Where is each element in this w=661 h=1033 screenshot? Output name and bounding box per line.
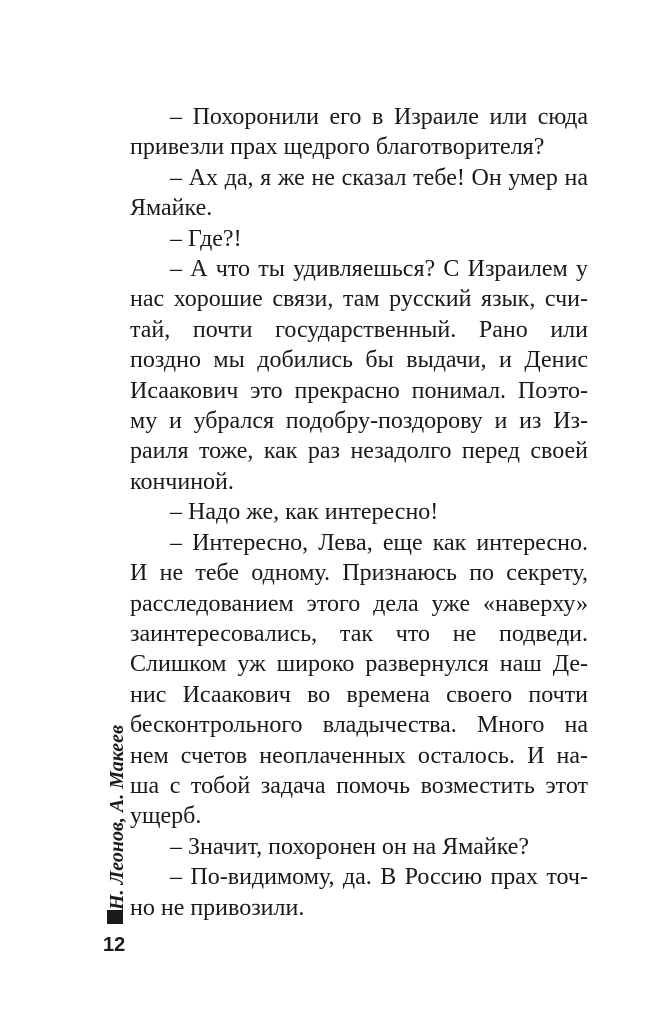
- text-line: нас хорошие связи, там русский язык, счи-: [130, 286, 588, 313]
- text-line: И не тебе одному. Признаюсь по секрету,: [130, 560, 588, 587]
- page-marker-square: [107, 910, 123, 924]
- text-line: раиля тоже, как раз незадолго перед своей: [130, 438, 588, 465]
- text-line: ущерб.: [130, 803, 202, 830]
- text-line: привезли прах щедрого благотворителя?: [130, 134, 545, 161]
- text-line: но не привозили.: [130, 894, 305, 921]
- running-head-authors: Н. Леонов, А. Макеев: [106, 725, 128, 910]
- text-line: – А что ты удивляешься? С Израилем у: [170, 256, 588, 283]
- text-line: заинтересовались, так что не подведи.: [130, 620, 588, 647]
- text-line: расследованием этого дела уже «наверху»: [130, 590, 588, 617]
- text-line: Слишком уж широко развернулся наш Де-: [130, 651, 588, 678]
- text-line: – Значит, похоронен он на Ямайке?: [170, 833, 530, 860]
- text-line: ша с тобой задача помочь возместить этот: [130, 772, 588, 799]
- text-line: – По-видимому, да. В Россию прах точ-: [170, 864, 588, 891]
- text-line: – Надо же, как интересно!: [170, 499, 439, 526]
- page-number: 12: [103, 934, 126, 956]
- text-line: Ямайке.: [130, 195, 213, 222]
- text-line: Исаакович это прекрасно понимал. Поэто-: [130, 377, 588, 404]
- text-line: – Интересно, Лева, еще как интересно.: [170, 529, 588, 556]
- text-line: – Похоронили его в Израиле или сюда: [170, 104, 588, 130]
- body-text: [130, 102, 588, 923]
- text-line: – Ах да, я же не сказал тебе! Он умер на: [170, 164, 588, 191]
- text-line: тай, почти государственный. Рано или: [130, 316, 588, 343]
- text-line: нем счетов неоплаченных осталось. И на-: [130, 742, 588, 769]
- text-line: бесконтрольного владычества. Много на: [130, 712, 588, 739]
- text-line: му и убрался подобру-поздорову и из Из-: [130, 408, 588, 435]
- text-line: поздно мы добились бы выдачи, и Денис: [130, 347, 588, 374]
- text-line: кончиной.: [130, 468, 234, 495]
- text-line: нис Исаакович во времена своего почти: [130, 681, 588, 708]
- text-line: – Где?!: [170, 225, 242, 252]
